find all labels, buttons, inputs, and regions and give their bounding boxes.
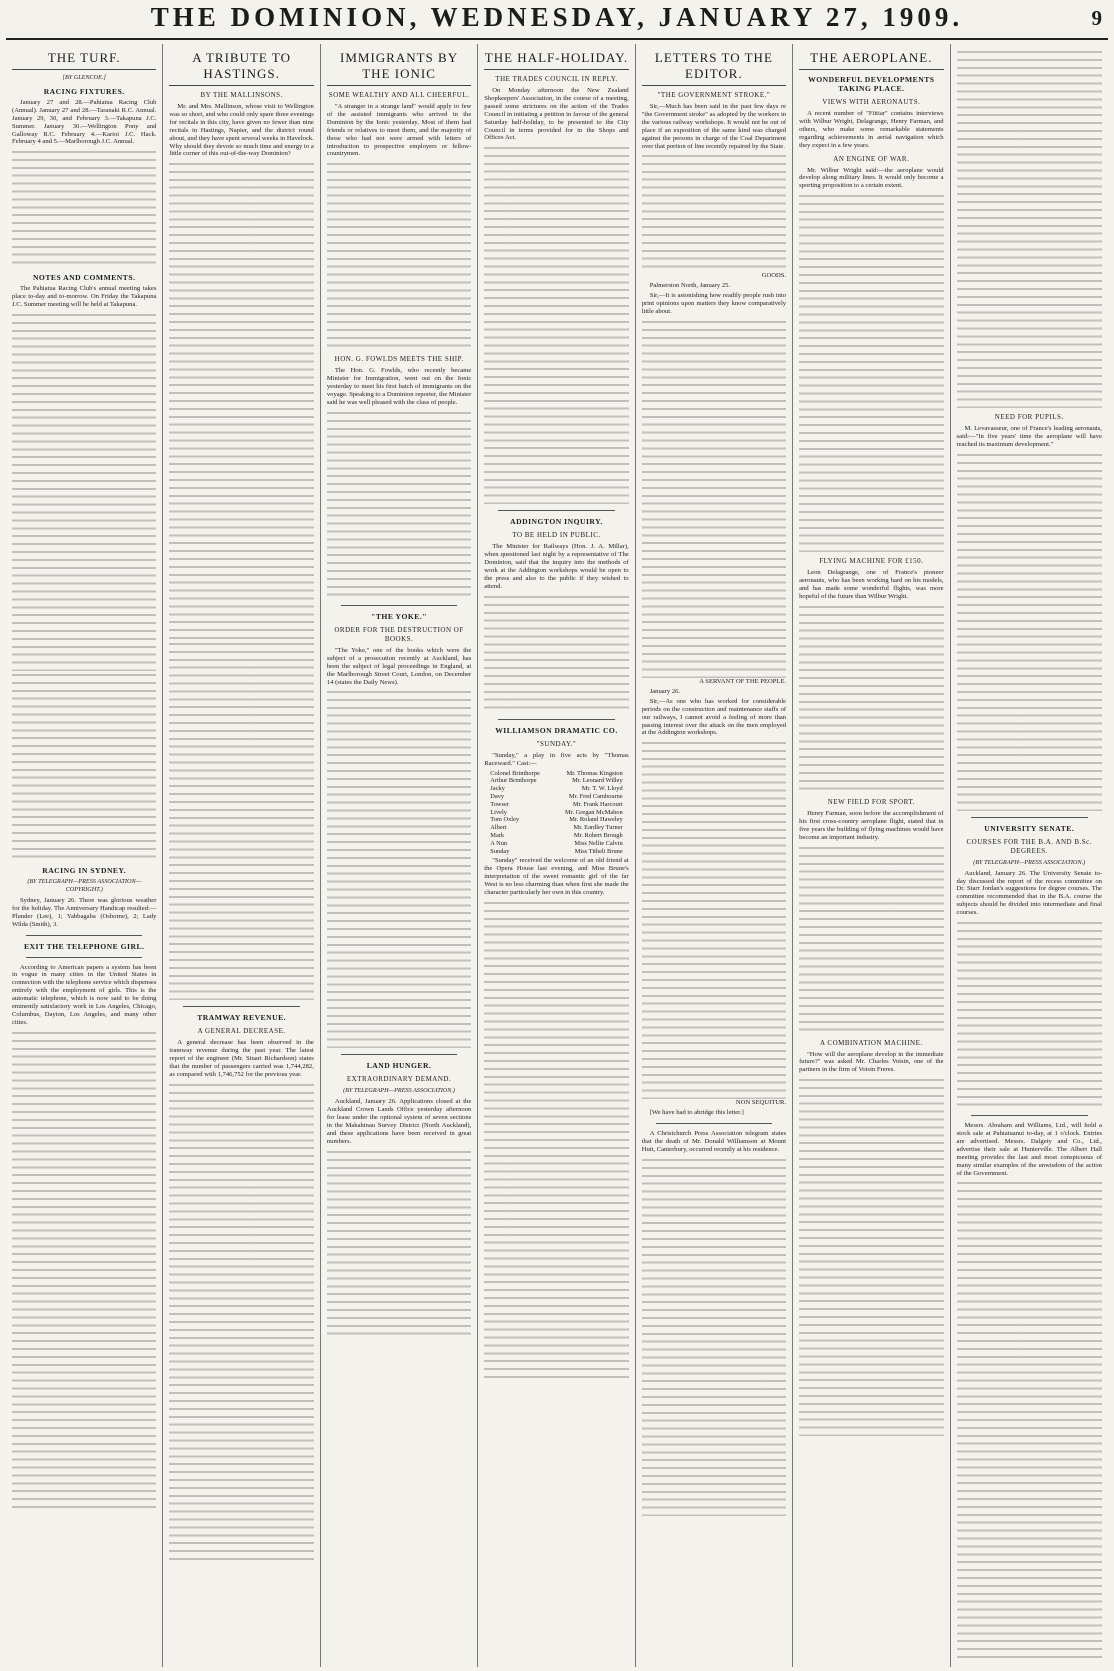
telephone-text: According to American papers a system has been in vogue in many cities in the United States in connection with the telephone service which dispenses entirely with the employment of girls. This is the automatic telephone, which is now said to be doing eminently satisfactory work in Los Angeles, Chicago, Columbus, Dayton, Los Angeles, and many other cities. [12,963,157,1026]
cast-row: Lively Mr. Gregan McMahon [490,808,623,816]
pupils-text: M. Levavasseur, one of France's leading aeronauts, said:—"In five years' time the aeroplane will have reached its maximum development." [956,425,1102,448]
holiday-heading: THE HALF-HOLIDAY. [484,50,628,70]
senate-byline: (BY TELEGRAPH—PRESS ASSOCIATION.) [973,858,1086,866]
racing-fixtures-text: January 27 and 28.—Pahiatua Racing Club (Annual). January 27 and 28.—Taranaki R.C. Annual. January 29, 30, and February 3.—Takapuna J.C. Summer. January 30.—Wellington Pony and Galloway R.C. February 4.—Karioi J.C. Hack. February 4 and 5.—Marlborough J.C. Annual. [12,98,157,146]
divider [498,510,614,511]
column-1 [6,44,163,1667]
williamson-heading: WILLIAMSON DRAMATIC CO. [495,725,618,735]
land-byline: (BY TELEGRAPH—PRESS ASSOCIATION.) [343,1087,455,1095]
sport-text: Henry Farman, soon before the accomplishment of his first cross-country aeroplane flight, stated that in five years the building of flying machines would have become an important industry. [799,809,944,841]
combo-text: "How will the aeroplane develop in the immediate future?" was asked Mr. Charles Voisin, one of the partners in the firm of Voisin Freres. [799,1050,944,1074]
divider [341,1054,457,1055]
text-block [327,688,471,1048]
land-subheading: EXTRAORDINARY DEMAND. [346,1075,452,1084]
cast-list [490,770,622,856]
immigrants-text: "A stranger in a strange land" would apply to few of the assisted immigrants who arrived in the Dominion by the Ionic yesterday. Most of them had friends or relatives to meet them, and the majority of those who had not were armed with letters of introduction to prospective employers or fellow-countrymen. [326,103,472,158]
text-block [12,148,156,268]
text-block [957,451,1102,811]
addington-subheading: TO BE HELD IN PUBLIC. [512,531,601,540]
cast-row: Colonel Brinthorpe Mr. Thomas Kingston [490,769,623,777]
text-block [957,48,1102,408]
williamson-subheading: "SUNDAY." [536,739,577,748]
letter1-signature: GOODS. [761,272,787,280]
aeroplane-subheading: WONDERFUL DEVELOPMENTS TAKING PLACE. [808,75,935,93]
sport-heading: NEW FIELD FOR SPORT. [827,797,915,806]
text-block [484,144,628,504]
text-block [327,409,471,599]
racing-fixtures-heading: RACING FIXTURES. [43,86,125,96]
senate-heading: UNIVERSITY SENATE. [984,823,1075,833]
aeroplane-subheading-2: VIEWS WITH AERONAUTS. [822,98,921,106]
letters-heading: LETTERS TO THE EDITOR. [642,50,786,86]
column-7 [951,44,1108,1667]
immigrants-heading: IMMIGRANTS BY THE IONIC [327,50,471,86]
divider [656,1123,772,1124]
text-block [957,919,1102,1109]
williamson-intro: "Sunday," a play in five acts by "Thomas Raceward." Cast:— [484,751,629,767]
divider [26,935,142,936]
column-4 [478,44,635,1667]
text-block [799,603,943,793]
text-block [484,593,628,713]
yoke-subheading: ORDER FOR THE DESTRUCTION OF BOOKS. [334,625,464,643]
divider [341,605,457,606]
cast-row: Mark Mr. Robert Brough [490,831,623,839]
letter2-text: Sir,—It is astonishing how readily people rush into print opinions upon matters they know comparatively little about. [641,292,787,316]
divider [183,1006,299,1007]
text-block [484,899,628,1379]
racing-sydney-byline: (BY TELEGRAPH—PRESS ASSOCIATION—COPYRIGHT.) [27,878,142,893]
divider [971,817,1088,818]
newspaper-title: THE DOMINION, WEDNESDAY, JANUARY 27, 1909. [150,2,964,32]
yoke-heading: "THE YOKE." [371,611,427,621]
text-block [327,1148,471,1338]
flying-heading: FLYING MACHINE FOR £150. [819,557,924,566]
letter2-signature: A SERVANT OF THE PEOPLE. [699,677,787,685]
column-3 [321,44,478,1667]
tramway-heading: TRAMWAY REVENUE. [197,1013,287,1023]
addington-text: The Minister for Railways (Hon. J. A. Millar), when questioned last night by a representative of The Dominion, said that the inquiry into the methods of work at the Addington workshops would be open to the press and also to the public if they wished to attend. [484,543,629,590]
text-block [799,1076,943,1436]
cast-row: Sunday Miss Titheli Brune [490,847,623,855]
cast-row: Davy Mr. Fred Cambourne [490,792,623,800]
cast-row: Tom Oxley Mr. Roland Haweley [490,816,623,824]
telephone-heading: EXIT THE TELEPHONE GIRL. [23,941,145,951]
aeroplane-heading: THE AEROPLANE. [799,50,943,70]
engine-text: Mr. Wilbur Wright said:—the aeroplane would develop along military lines. It would only become a sporting proposition to a certain extent. [799,166,944,190]
flying-text: Leon Delagrange, one of France's pioneer aeronauts, who has been working hard on his models, and has made some wonderful flights, was more hopeful of the future than Wilbur Wright. [799,569,944,600]
divider [971,1115,1088,1116]
news-paragraph: A Christchurch Press Association telegram states that the death of Mr. Donald Williamson at Mount Hutt, Canterbury, occurred recently at his residence. [641,1130,787,1153]
holiday-subheading: THE TRADES COUNCIL IN REPLY. [495,75,618,83]
addington-heading: ADDINGTON INQUIRY. [510,517,603,527]
text-block [169,1081,313,1561]
turf-heading: THE TURF. [12,50,156,70]
fowlds-heading: HON. G. FOWLDS MEETS THE SHIP. [334,355,464,364]
text-block [169,640,313,1000]
page-number: 9 [1091,6,1102,30]
text-block [799,844,943,1034]
senate-subheading: COURSES FOR THE B.A. AND B.Sc. DEGREES. [966,837,1092,855]
text-block [12,1029,156,1509]
text-block [957,1179,1102,1659]
letter3-text: Sir,—As one who has worked for considerable periods on the construction and maintenance staffs of our railways, I cannot avoid a feeling of more than passing interest over the attack on the men employed at the Addington workshops. [641,697,787,737]
cast-row: Towser Mr. Frank Harcourt [490,800,623,808]
text-block [642,1156,786,1516]
engine-heading: AN ENGINE OF WAR. [833,154,910,163]
letter1-place: Palmerston North, January 25. [649,282,731,290]
text-block [642,739,786,1099]
column-5 [636,44,793,1667]
letter1-text: Sir,—Much has been said in the past few days re "the Government stroke" as adopted by the workers in the various railway workshops. It would not be out of place if an exposition of the same kind was charged against the persons in charge of the Coal Department over that portion of line recently repaired by the State. [641,103,787,150]
text-block [642,318,786,678]
column-2 [163,44,320,1667]
cast-row: Jacky Mr. T. W. Lloyd [490,785,623,793]
hastings-heading: A TRIBUTE TO HASTINGS. [169,50,313,86]
notes-heading: NOTES AND COMMENTS. [32,273,136,283]
text-block [642,152,786,272]
text-block [12,671,156,861]
text-block [169,160,313,640]
hastings-subheading: BY THE MALLINSONS. [200,91,283,99]
tramway-text: A general decrease has been observed in the tramway revenue during the past year. The latest report of the engineer (Mr. Stuart Richardson) states that the number of passengers carried was 1,744,282, as compared with 1,746,752 for the previous year. [169,1039,314,1078]
cast-row: Arthur Brinthorpe Mr. Leonard Willey [490,777,623,785]
holiday-text: On Monday afternoon the New Zealand Shopkeepers' Association, in the course of a meeting, passed some strictures on the action of the Trades Council in initiating a petition in favour of the general Saturday half-holiday, to be presented to the City Council in terms provided for in the Shops and Offices Act. [484,87,629,142]
columns [6,44,1108,1667]
yoke-text: "The Yoke," one of the books which were the subject of a prosecution recently at Auckland, has been the subject of legal proceedings in England, at the Marlborough Street Court, London, on December 14 (states the Daily News). [326,646,472,686]
pupils-heading: NEED FOR PUPILS. [994,413,1064,421]
masthead [6,0,1108,40]
cast-row: Albert Mr. Eardley Turner [490,824,623,832]
fowlds-text: The Hon. G. Fowlds, who recently became Minister for Immigration, went out on the Ionic yesterday to meet his first batch of immigrants on the voyage. Speaking to a Dominion reporter, the Minister said he was well pleased with the class of people. [326,367,472,406]
letter2-place: January 26. [649,687,681,695]
turf-byline: [BY GLENCOE.] [62,74,106,81]
divider [26,957,142,958]
text-block [799,192,943,552]
text-block [12,311,156,671]
combo-heading: A COMBINATION MACHINE. [820,1038,923,1047]
letter3-signature: NON SEQUITUR. [735,1099,787,1107]
racing-sydney-text: Sydney, January 26. There was glorious weather for the holiday. The Anniversary Handicap resulted:—Plunder (Lee), 1; Yabbagaba (Osborne), 2; Lady Wilda (Smith), 3. [12,896,157,928]
racing-sydney-heading: RACING IN SYDNEY. [42,866,127,876]
hastings-text: Mr. and Mrs. Mallinson, whose visit to Wellington was so short, and who could only spare three evenings for recitals in this city, have given no fewer than nine recitals in Hastings, Napier, and the district round about, and they have spent several weeks in Havelock. Why should they devote so much time and energy to a little corner of this out-of-the-way Dominion? [169,103,314,158]
tramway-subheading: A GENERAL DECREASE. [197,1027,286,1036]
notes-text: The Pahiatua Racing Club's annual meeting takes place to-day and to-morrow. On Friday the Takapuna J.C. Summer meeting will be held at Takapuna. [12,285,157,309]
letter1-heading: "THE GOVERNMENT STROKE." [657,91,771,99]
immigrants-subheading: SOME WEALTHY AND ALL CHEERFUL. [328,91,470,99]
land-heading: LAND HUNGER. [366,1061,432,1071]
aeroplane-intro: A recent number of "Fiitiar" contains interviews with Wilbur Wright, Delagrange, Henry Farman, and others, who make some remarkable statements regarding achievements in aerial navigation which they expect in a few years. [799,110,944,149]
land-text: Auckland, January 26. Applications closed at the Auckland Crown Lands Office yesterday afternoon for lease under the optional system of seven sections in the Makahinau Survey District (North Auckland), and these applications have been received in great numbers. [326,1098,472,1145]
cast-row: A Nun Miss Nellie Calvin [490,839,623,847]
text-block [327,160,471,350]
williamson-text: "Sunday" received the welcome of an old friend at the Opera House last evening, and Miss Brune's interpretation of the sweet romantic girl of the far West is no less charming than when first she made the character particularly her own in this country. [484,857,629,896]
senate-text: Auckland, January 26. The University Senate to-day discussed the report of the recess committee on Dr. Starr Jordan's suggestions for degree courses. The committee recommended that in the B.A. course the subjects should be divided into intermediate and final courses. [956,869,1102,917]
divider [498,719,614,720]
misc-text: Messrs. Abraham and Williams, Ltd., will hold a stock sale at Pahiatuanui to-day, at 1 o'clock. Entries are advertised. Messrs. Dalgety and Co., Ltd., advertise their sale at Hunterville. The Albert Hall meeting provides the last and most conspicuous of many similar examples of the unwisdom of the action of the Government. [956,1122,1102,1177]
column-6 [793,44,950,1667]
letter3-note: [We have had to abridge this letter.] [649,1109,744,1117]
